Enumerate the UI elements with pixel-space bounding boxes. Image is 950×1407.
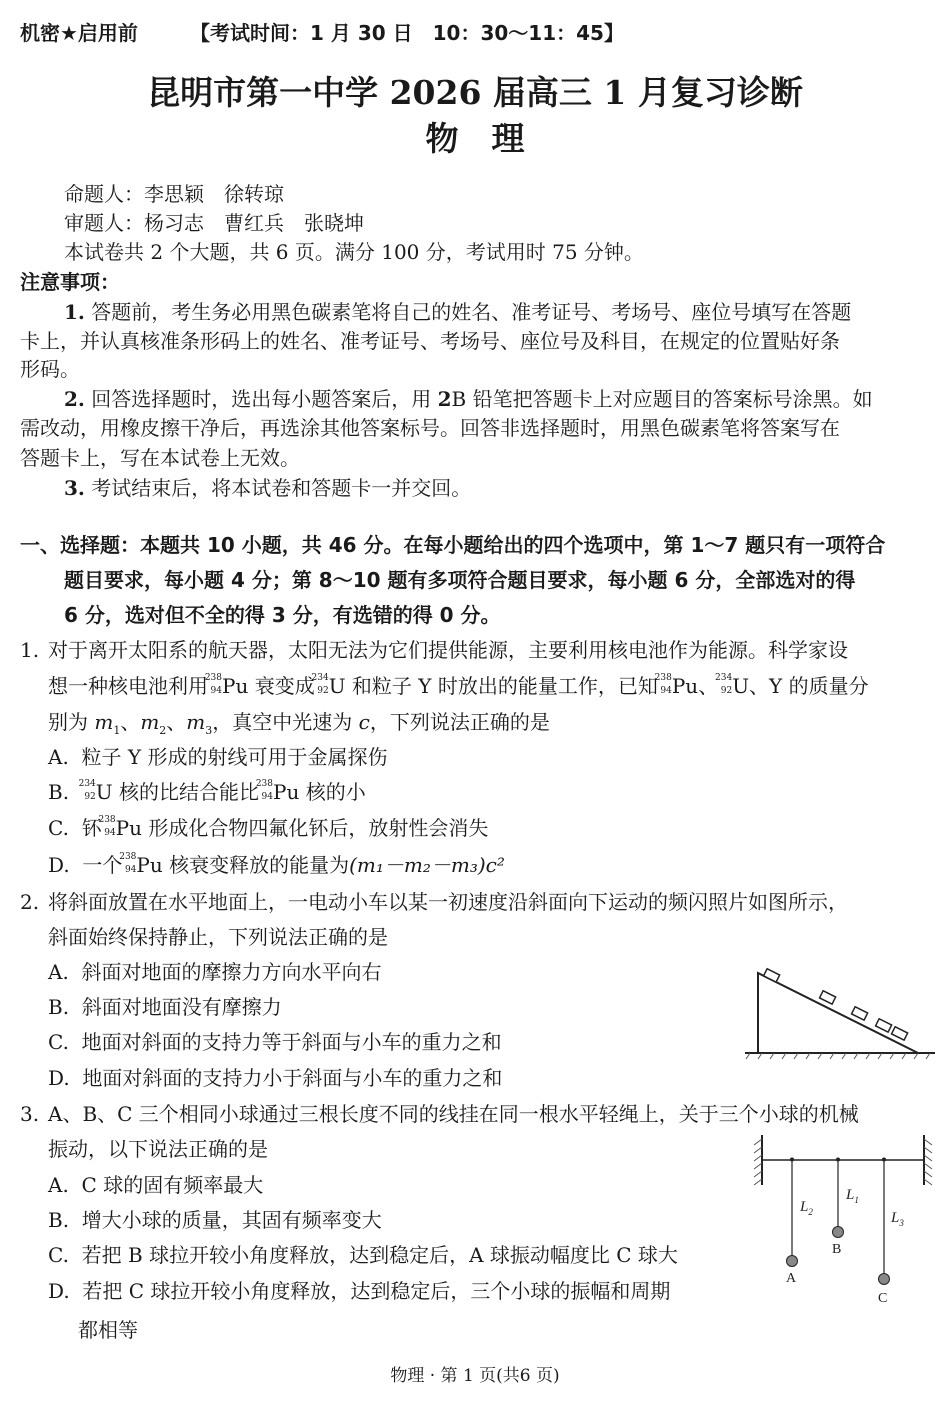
q1-a-label: A. [48, 745, 69, 769]
section-1-heading-line-1: 一、选择题：本题共 10 小题，共 46 分。在每小题给出的四个选项中，第 1～7 题只有一项符合 [20, 533, 886, 557]
pu-z-c: 94 [104, 828, 116, 838]
pu-z: 94 [210, 686, 222, 696]
m1: m [94, 710, 114, 734]
q1-d-text-b: 核衰变释放的能量为 [162, 853, 350, 877]
q1-d-label: D. [48, 853, 70, 877]
notice-item-2 [64, 389, 873, 409]
pu-mass: 238 [204, 673, 222, 683]
car-snapshot-3 [852, 1007, 868, 1020]
light-speed: c [358, 710, 370, 734]
q2-a-label: A. [48, 960, 69, 984]
incline-figure [740, 955, 940, 1065]
pu-isotope-d [119, 852, 137, 875]
energy-formula: (m₁－m₂－m₃)c² [349, 853, 505, 877]
sep-2: 、 [166, 710, 187, 734]
q2-c-text: 地面对斜面的支持力等于斜面与小车的重力之和 [81, 1030, 502, 1054]
m2-sub: 2 [159, 724, 167, 737]
notice-1-line-1: 答题前，考生务必用黑色碳素笔将自己的姓名、准考证号、考场号、座位号填写在答题 [91, 300, 852, 324]
notice-1-line-2: 卡上，并认真核准条形码上的姓名、准考证号、考场号、座位号及科目，在规定的位置贴好条 [20, 329, 840, 353]
m3: m [186, 710, 206, 734]
q2-c-label: C. [48, 1030, 69, 1054]
q1-d-text-a: 一个 [82, 853, 123, 877]
q2-option-a [48, 962, 382, 982]
label-l1: $L_1$ [846, 1187, 859, 1205]
pu-symbol: Pu [222, 674, 249, 698]
q1-a-text: 粒子 Y 形成的射线可用于金属探伤 [81, 745, 388, 769]
q1-c-text-b: 形成化合物四氟化钚后，放射性会消失 [142, 816, 489, 840]
label-c: C [878, 1291, 888, 1306]
confidential-label: 机密★启用前 [20, 21, 138, 45]
notice-3-line-1: 考试结束后，将本试卷和答题卡一并交回。 [91, 476, 472, 500]
q2-option-d [48, 1068, 502, 1088]
knot-b [836, 1158, 840, 1162]
q1-line-3 [48, 712, 550, 741]
question-reviewers: 审题人：杨习志 曹红兵 张晓坤 [64, 211, 364, 235]
paper-title: 昆明市第一中学 2026 届高三 1 月复习诊断 [147, 73, 803, 112]
u-mass-2: 234 [715, 673, 733, 683]
u-symbol-2: U [732, 674, 750, 698]
knot-a [790, 1158, 794, 1162]
pu-mass-c: 238 [98, 815, 116, 825]
q2-number: 2. [20, 890, 40, 914]
notice-2-line-2: 需改动，用橡皮擦干净后，再选涂其他答案标号。回答非选择题时，用黑色碳素笔将答案写在 [20, 416, 840, 440]
paper-summary: 本试卷共 2 个大题，共 6 页。满分 100 分，考试用时 75 分钟。 [64, 240, 644, 264]
ball-b [833, 1227, 844, 1238]
sep-1: 、 [120, 710, 141, 734]
label-l3: $L_3$ [891, 1210, 904, 1228]
q1-text-f: 别为 [48, 710, 95, 734]
q2-line-2: 斜面始终保持静止，下列说法正确的是 [48, 925, 388, 949]
label-b: B [832, 1242, 842, 1257]
car-snapshot-2 [820, 991, 836, 1004]
label-a: A [786, 1271, 797, 1286]
u-isotope-2 [715, 673, 733, 696]
q1-line-2 [48, 673, 869, 698]
section-1-heading-line-3: 6 分，选对但不全的得 3 分，有选错的得 0 分。 [64, 603, 501, 627]
q3-a-text: C 球的固有频率最大 [81, 1173, 264, 1197]
q1-b-text-a: 核的比结合能比 [112, 780, 259, 804]
notice-item-3 [64, 478, 471, 498]
q2-b-text: 斜面对地面没有摩擦力 [81, 995, 282, 1019]
pu-mass-d: 238 [119, 852, 137, 862]
m2: m [140, 710, 160, 734]
u-symbol-b: U [95, 780, 113, 804]
pu-mass-b: 238 [255, 779, 273, 789]
pu-z-b: 94 [261, 792, 273, 802]
q1-b-text-b: 核的小 [299, 780, 366, 804]
u-isotope [311, 673, 329, 696]
pu-isotope-2 [654, 673, 672, 696]
q1-text-b: 衰变成 [248, 674, 315, 698]
ball-a [787, 1256, 798, 1267]
page-footer: 物理 · 第 1 页(共6 页) [390, 1366, 560, 1386]
q1-text-a: 想一种核电池利用 [48, 674, 208, 698]
pu-z-2: 94 [660, 686, 672, 696]
u-mass-b: 234 [78, 779, 96, 789]
q3-option-a [48, 1175, 263, 1195]
q1-option-d [48, 852, 505, 877]
ball-c [879, 1274, 890, 1285]
notice-2-line-1b: B 铅笔把答题卡上对应题目的答案标号涂黑。如 [451, 387, 873, 411]
q3-c-label: C. [48, 1243, 69, 1267]
notice-2-line-1a: 回答选择题时，选出每小题答案后，用 [91, 387, 438, 411]
q1-option-a [48, 747, 387, 767]
notice-2-label: 2. [64, 387, 85, 411]
q2-d-label: D. [48, 1066, 70, 1090]
section-1-heading-line-2: 题目要求，每小题 4 分；第 8～10 题有多项符合题目要求，每小题 6 分，全部选对的得 [64, 568, 856, 592]
q2-d-text: 地面对斜面的支持力小于斜面与小车的重力之和 [82, 1066, 503, 1090]
q3-number: 3. [20, 1102, 40, 1126]
q2-line-1: 将斜面放置在水平地面上，一电动小车以某一初速度沿斜面向下运动的频闪照片如图所示， [48, 890, 848, 914]
u-z: 92 [317, 686, 329, 696]
q1-text-h: ，下列说法正确的是 [369, 710, 550, 734]
notice-1-line-3: 形码。 [20, 357, 80, 381]
question-setters: 命题人：李思颖 徐转琼 [64, 182, 284, 206]
u-symbol: U [328, 674, 346, 698]
u-isotope-b [78, 779, 96, 802]
q2-option-b [48, 997, 282, 1017]
notice-2-line-3: 答题卡上，写在本试卷上无效。 [20, 446, 300, 470]
pu-isotope-c [98, 815, 116, 838]
q3-d-text-line-1: 若把 C 球拉开较小角度释放，达到稳定后，三个小球的振幅和周期 [82, 1279, 671, 1303]
q1-text-c: 和粒子 Y 时放出的能量工作，已知 [345, 674, 658, 698]
m1-sub: 1 [113, 724, 121, 737]
notice-3-label: 3. [64, 476, 85, 500]
m3-sub: 3 [205, 724, 213, 737]
right-wall-hatching [924, 1139, 932, 1185]
car-snapshot-5 [892, 1027, 908, 1040]
q1-c-label: C. [48, 816, 69, 840]
q3-line-1: A、B、C 三个相同小球通过三根长度不同的线挂在同一根水平轻绳上，关于三个小球的机械 [48, 1102, 859, 1126]
label-l2: $L_2$ [800, 1199, 813, 1217]
notice-1-label: 1. [64, 300, 85, 324]
q3-d-text-line-2: 都相等 [78, 1318, 138, 1342]
q3-c-text: 若把 B 球拉开较小角度释放，达到稳定后，A 球振动幅度比 C 球大 [81, 1243, 678, 1267]
q3-b-label: B. [48, 1208, 70, 1232]
pu-isotope-b [255, 779, 273, 802]
q3-line-2: 振动，以下说法正确的是 [48, 1137, 268, 1161]
pendulum-figure [748, 1135, 938, 1307]
q1-line-1: 对于离开太阳系的航天器，太阳无法为它们提供能源，主要利用核电池作为能源。科学家设 [48, 638, 848, 662]
u-z-2: 92 [720, 686, 733, 696]
notice-item-1 [64, 302, 851, 322]
q3-option-c [48, 1245, 678, 1265]
pu-symbol-b: Pu [273, 780, 300, 804]
notice-heading: 注意事项： [20, 270, 120, 294]
car-snapshot-4 [876, 1019, 892, 1032]
q2-b-label: B. [48, 995, 70, 1019]
pu-symbol-c: Pu [115, 816, 143, 840]
q3-a-label: A. [48, 1173, 69, 1197]
u-z-b: 92 [84, 792, 96, 802]
pu-isotope [204, 673, 222, 696]
q1-c-text-a: 钚 [81, 816, 102, 840]
car-snapshots [764, 969, 908, 1040]
pu-symbol-2: Pu [671, 674, 699, 698]
q2-option-c [48, 1032, 502, 1052]
car-snapshot-1 [764, 969, 780, 982]
q2-a-text: 斜面对地面的摩擦力方向水平向右 [81, 960, 382, 984]
exam-time: 【考试时间：1 月 30 日 10：30～11：45】 [190, 21, 624, 45]
q1-b-label: B. [48, 780, 70, 804]
q1-text-d: 、 [698, 674, 719, 698]
left-wall-hatching [754, 1139, 762, 1185]
u-mass: 234 [311, 673, 329, 683]
q3-d-label: D. [48, 1279, 70, 1303]
q1-option-b [48, 779, 366, 804]
pu-mass-2: 238 [654, 673, 672, 683]
q1-number: 1. [20, 638, 40, 662]
pu-symbol-d: Pu [136, 853, 163, 877]
pu-z-d: 94 [124, 865, 137, 875]
q3-b-text: 增大小球的质量，其固有频率变大 [81, 1208, 382, 1232]
q1-text-g: ，真空中光速为 [212, 710, 359, 734]
notice-2-bold: 2 [437, 387, 452, 411]
q3-option-b [48, 1210, 382, 1230]
q3-option-d [48, 1281, 670, 1301]
incline-triangle [758, 973, 918, 1053]
q1-option-c [48, 815, 489, 840]
subject-title: 物 理 [425, 119, 525, 158]
knot-c [882, 1158, 886, 1162]
q1-text-e: 、Y 的质量分 [749, 674, 869, 698]
